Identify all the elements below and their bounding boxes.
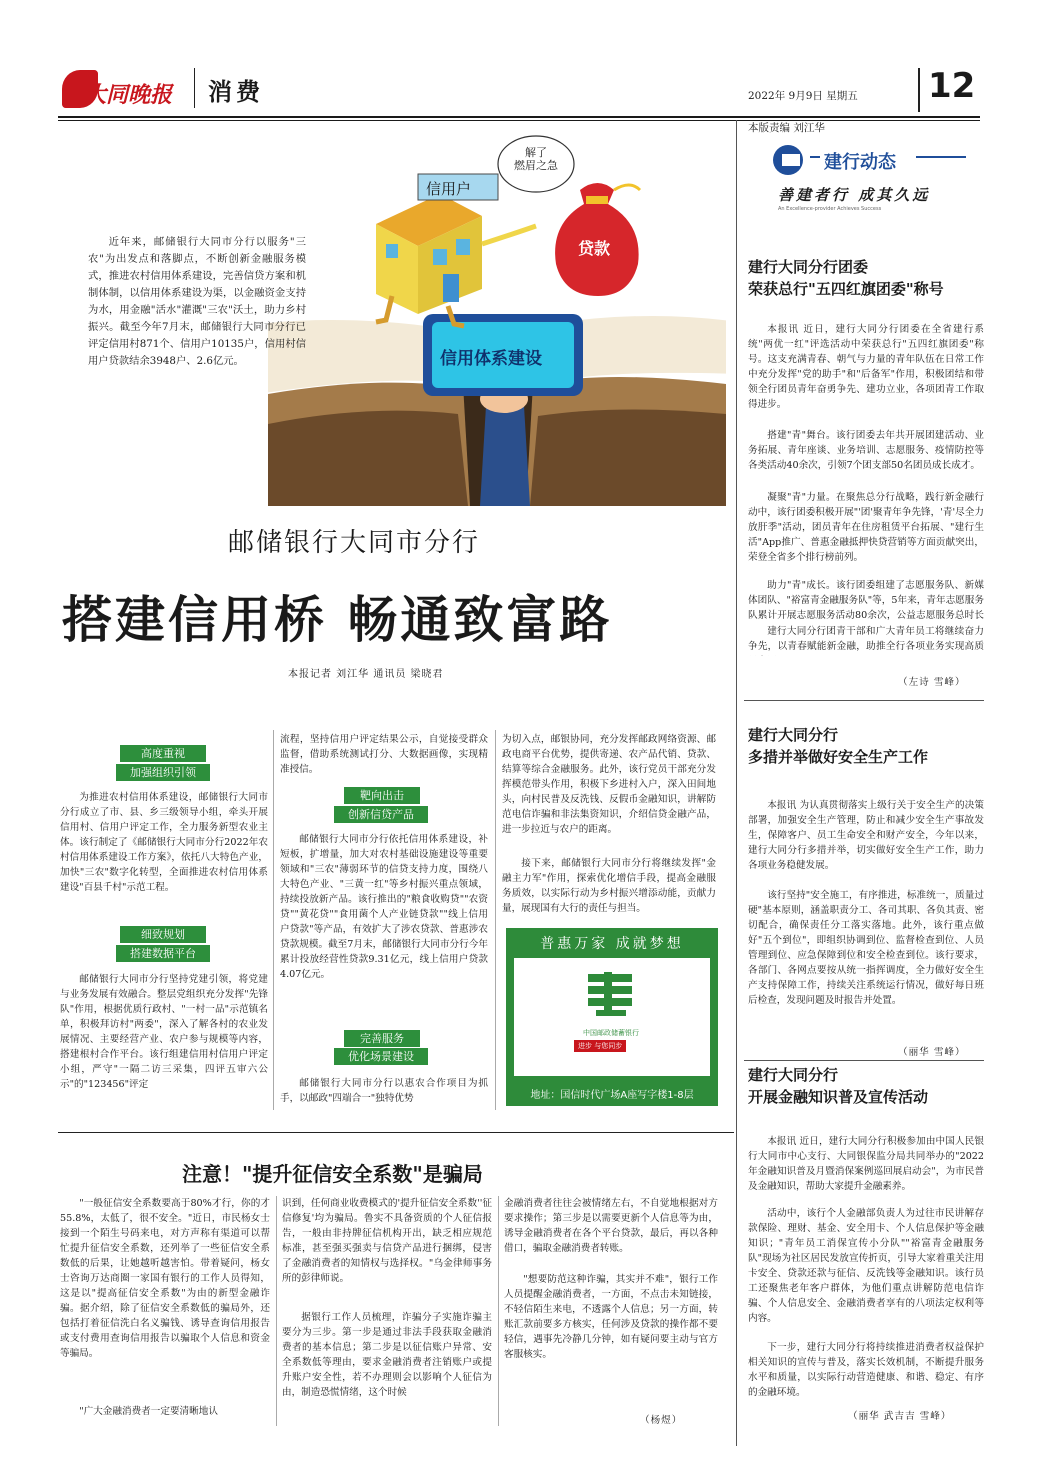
tag-line: 加强组织引领 [130,766,196,779]
column-divider [273,730,274,1110]
ad-slogan: 进步 与您同步 [574,1040,626,1052]
ad-title: 普惠万家 成就梦想 [540,936,684,952]
article-paragraph: 流程，坚持信用户评定结果公示，自觉接受群众监督，借助系统测试打分、大数据画像，实现精准授信。 [280,734,488,775]
fraud-paragraph: 据银行工作人员梳理，诈骗分子实施诈骗主要分为三步。第一步是通过非法手段获取金融消费者的基本信息；第二步是以征信账户异常、安全系数低等理由，要求金融消费者注销账户或提升账户安全性，若不办理则会以影响个人征信为由，制造恐慌情绪，这个时候 [282,1312,492,1398]
fraud-paragraph: "一般征信安全系数要高于80%才行，你的才55.8%，太低了，很不安全。"近日，市民杨女士接到一个陌生号码来电，对方声称有渠道可以帮忙提升征信安全系数，还列举了一些征信安全系数低的后果，让她越听越害怕。带着疑问，杨女士咨询万达商圈一家国有银行的工作人员得知，这是以"提高征信安全系数"为由的新型金融诈骗。据介绍，除了征信安全系数低的骗局外，还包括打着征信洗白名义骗钱、诱导查询信用报告或支付费用查询信用报告以骗取个人信息和资金等骗局。 [60,1198,270,1359]
tag-line: 细致规划 [141,928,185,941]
illustration-svg [268,124,726,506]
section-title: 消费 [208,77,264,106]
credit-system-sign: 信用体系建设 [440,349,542,369]
fraud-paragraph: 识到，任何商业收费模式的'提升征信安全系数''征信修复'均为骗局。鲁实不具备资质的个人征信报告，一般由非持牌征信机构开出，缺乏相应规范标准，甚至强买强卖与信贷产品进行捆绑，侵害了金融消费者的知情权与选择权。"乌金律师事务所的彭律师说。 [282,1198,492,1284]
right-paragraph: 该行坚持"安全施工，有序推进，标准统一，质量过硬"基本原则，涵盖职责分工、各司其职、各负其责、密切配合，确保责任分工落实落地。此外，该行重点做好"五个到位"，即组织协调到位、监督检查到位、人员管理到位、应急保障到位和安全检查到位。该行要求，各部门、各网点要按从统一指挥调度，全力做好安全生产支持保障工作，持续关注系统运行情况，做好每日班后检查，发现问题及时报告并处置。 [748,890,984,1006]
masthead-divider [194,68,195,108]
house-label: 信用户 [426,180,472,198]
right-paragraph: 助力"青"成长。该行团委组建了志愿服务队、新媒体团队、"裕富青金融服务队"等，5年来，青年志愿服务队累计开展志愿服务活动80余次，公益志愿服务总时长 [748,580,984,621]
byline-credit: （丽华 雪峰） [898,1047,966,1058]
section-tag [344,787,420,804]
column-divider [276,1196,277,1426]
section-divider [744,700,984,701]
section-tag [334,806,428,823]
right-paragraph: 凝聚"青"力量。在聚焦总分行战略，践行新金融行动中，该行团委积极开展"'团'聚青年争先锋，'青'尽全力放肝季"活动，团员青年在住房租赁平台拓展、"建行生活"App推广、普惠金融抵押快贷营销等方面贡献突出，荣登全省多个排行榜前列。 [748,492,984,563]
right-paragraph: 建行大同分行团青干部和广大青年员工将继续奋力争先，以青春赋能新金融，助推全行各项业务实现高质 [748,626,984,652]
fraud-paragraph: 金融消费者往往会被情绪左右，不自觉地根据对方要求操作；第三步是以需要更新个人信息等为由，诱导金融消费者在各个平台贷款，最后，再以各种借口，骗取金融消费者转账。 [504,1198,718,1254]
tag-line: 创新信贷产品 [348,808,414,821]
article-paragraph: 邮储银行大同市分行以惠农合作项目为抓手，以邮政"四端合一"独特优势 [280,1078,488,1104]
fraud-paragraph: "想要防范这种诈骗，其实并不难"，银行工作人员提醒金融消费者，一方面，不点击未知链接，不轻信陌生来电，不透露个人信息；另一方面，转账汇款前要多方核实，任何涉及贷款的操作都不要轻信，遇事先冷静几分钟，如有疑问要主动与官方客服核实。 [504,1274,718,1360]
tag-line: 高度重视 [141,747,185,760]
psbc-logo-icon [584,968,636,1020]
article-paragraph: 为切入点，邮银协同，充分发挥邮政网络资源、邮政电商平台优势，提供寄递、农产品代销、贷款、结算等综合金融服务。此外，该行党员干部充分发挥模范带头作用，积极下乡进村入户，深入田间地头，向村民普及反洗钱、反假币金融知识，讲解防范电信诈骗和非法集资知识，介绍信贷金融产品，进一步拉近与农户的距离。 [502,734,716,835]
byline-credit: （左诗 雪峰） [898,677,966,688]
right-paragraph: 本报讯 为认真贯彻落实上级行关于安全生产的决策部署，加强安全生产管理，防止和减少安全生产事故发生，保障客户、员工生命安全和财产安全，今年以来，建行大同分行多措并举，切实做好安全生产工作，助力各项业务稳健发展。 [748,800,984,871]
section-tag [120,926,206,943]
column-divider [495,730,496,1110]
brand-title: 建行动态 [824,152,896,173]
tag-line: 搭建数据平台 [130,947,196,960]
byline-credit: （丽华 武吉吉 雪峰） [848,1411,952,1422]
right-column-divider [736,120,737,1446]
article-paragraph: 接下来，邮储银行大同市分行将继续发挥"金融主力军"作用，探索优化增信手段，提高金融服务质效，以实际行动为乡村振兴增添动能，贡献力量，展现国有大行的责任与担当。 [502,858,716,914]
article-headline: 搭建信用桥 畅通致富路 [62,591,613,649]
brand-slogan: 善建者行 成其久远 [778,186,931,204]
page-num-divider [918,68,920,112]
tag-line: 优化场景建设 [348,1050,414,1063]
ccb-brand-header [766,138,984,226]
ad-address: 地址：国信时代广场A座写字楼1-8层 [530,1090,694,1101]
byline-credit: （杨煜） [640,1415,683,1426]
newspaper-logo [58,68,186,112]
section-tag [116,945,210,962]
section-tag [120,745,206,762]
editor-line: 本版责编 刘江华 [748,122,825,134]
section-tag [344,1030,420,1047]
logo-text: 大同晚报 [84,82,173,108]
section-tag [334,1048,428,1065]
right-paragraph: 本报讯 近日，建行大同分行积极参加由中国人民银行大同市中心支行、大同银保监分局共同举办的"2022年金融知识普及月暨消保案例巡回展启动会"，为市民普及金融知识，帮助大家提升金融素养。 [748,1136,984,1192]
loan-bag-label: 贷款 [578,239,611,258]
masthead-rule-thin [58,120,980,121]
section-tag [116,764,210,781]
tag-line: 靶向出击 [360,789,404,802]
page-number: 12 [928,66,976,106]
article-subheadline: 邮储银行大同市分行 [228,528,481,558]
right-headline: 建行大同分行团委 荣获总行"五四红旗团委"称号 [748,258,944,298]
ad-org-name: 中国邮政储蓄银行 [583,1029,639,1037]
credit-bridge-illustration [268,124,726,506]
section-divider [58,1132,734,1133]
right-paragraph: 活动中，该行个人金融部负责人为过往市民讲解存款保险、理财、基金、安全用卡、个人信息保护等金融知识；"青年员工消保宣传小分队""裕富青金融服务队"现场为社区居民发放宣传折页，引导大家着重关注用卡安全、贷款还款与征信、反洗钱等金融知识。该行员工还聚焦老年客户群体，为他们重点讲解防范电信诈骗、个人信息安全、金融消费者享有的八项法定权利等内容。 [748,1208,984,1324]
article-byline: 本报记者 刘江华 通讯员 梁晓君 [288,669,444,680]
speech-bubble: 解了 燃眉之急 [514,146,558,172]
article-paragraph: 邮储银行大同市分行依托信用体系建设，补短板，扩增量，加大对农村基础设施建设等重要领域和"三农"薄弱环节的信贷支持力度，围绕八大特色产业、"三黄一红"等乡村振兴重点领域，持续投放新产品。该行推出的"粮食收购贷""农资贷""黄花贷""食用菌个人产业链贷款""线上信用户贷款"等产品，有效扩大了涉农贷款、普惠涉农贷款规模。截至7月末，邮储银行大同市分行今年累计投放经营性贷款9.31亿元，线上信用户贷款4.07亿元。 [280,834,488,980]
fraud-headline: 注意！"提升征信安全系数"是骗局 [182,1162,483,1186]
right-paragraph: 搭建"青"舞台。该行团委去年共开展团建活动、业务拓展、青年座谈、业务培训、志愿服务、疫情防控等各类活动40余次，引领7个团支部50名团员成长成才。 [748,430,984,471]
masthead-rule [58,116,980,118]
right-paragraph: 本报讯 近日，建行大同分行团委在全省建行系统"两优一红"评选活动中荣获总行"五四红旗团委"称号。这支充满青春、朝气与力量的青年队伍在日常工作中充分发挥"党的助手"和"后备军"作用，积极团结和带领全行团员青年奋勇争先、建功立业，各项团青工作取得进步。 [748,324,984,410]
section-divider [744,1060,984,1061]
masthead [58,64,980,134]
right-headline: 建行大同分行 开展金融知识普及宣传活动 [748,1066,929,1106]
article-paragraph: 为推进农村信用体系建设，邮储银行大同市分行成立了市、县、乡三级领导小组，牵头开展信用村、信用户评定工作，全力服务新型农业主体。该行制定了《邮储银行大同市分行2022年农村信用体系建设工作方案》，依托八大特色产业，加快"三农"数字化转型，全面推进农村信用体系建设"百县千村"示范工程。 [60,792,268,893]
article-paragraph: 邮储银行大同市分行坚持党建引领，将党建与业务发展有效融合。整层党组织充分发挥"先锋队"作用，根据优质行政村、"一村一品"示范镇名单，积极拜访村"两委"，深入了解各村的农业发展情况、主要经营产业、农户参与规模等内容，搭建根村合作平台。该行组建信用村信用户评定小组，严守"一隔二访三采集，四评五审六公示"的"123456"评定 [60,974,268,1090]
date-line: 2022年 9月9日 星期五 [748,90,858,102]
right-paragraph: 下一步，建行大同分行将持续推进消费者权益保护相关知识的宣传与普及，落实长效机制，不断提升服务水平和质量，以实际行动营造健康、和谐、稳定、有序的金融环境。 [748,1342,984,1398]
tag-line: 完善服务 [360,1032,404,1045]
right-headline: 建行大同分行 多措并举做好安全生产工作 [748,726,929,766]
fraud-paragraph: "广大金融消费者一定要清晰地认 [79,1406,218,1417]
brand-english-slogan: An Excellence-provider Achieves Success [778,206,882,212]
intro-paragraph: 近年来，邮储银行大同市分行以服务"三农"为出发点和落脚点，不断创新金融服务模式，推进农村信用体系建设，完善信贷方案和机制体制，以信用体系建设为渠，以金融资金支持为水，用金融"活水"灌溉"三农"沃土，助力乡村振兴。截至今年7月末，邮储银行大同市分行已评定信用村871个、信用户10135户，信用村信用户贷款结余3948户、2.6亿元。 [88,236,306,367]
column-divider [498,1196,499,1426]
